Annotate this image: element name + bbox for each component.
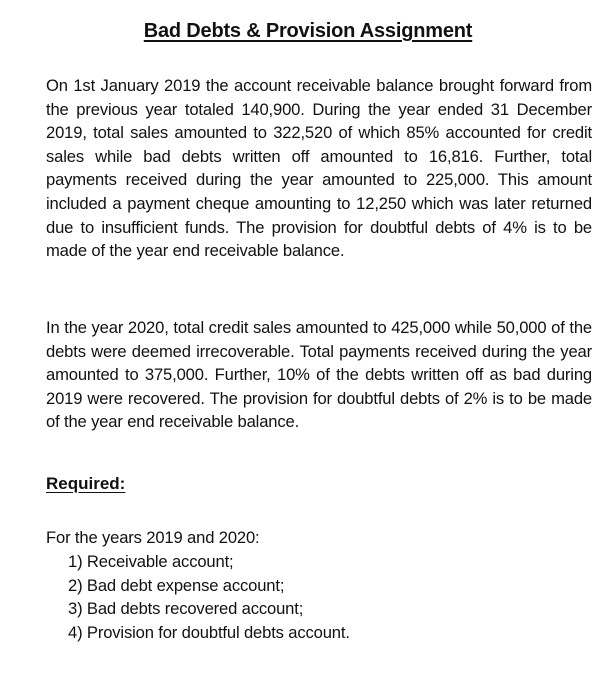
document-title: Bad Debts & Provision Assignment (143, 20, 473, 42)
paragraph-2020: In the year 2020, total credit sales amounted to 425,000 while 50,000 of the debts were deemed irrecoverable. Total payments received during the year amounted to 375,000. Further, 10% of the debts written off as bad during 2019 were recovered. The provision for doubtful debts of 2% is to be made of the year end receivable balance. (46, 318, 592, 432)
list-item: 3) Bad debts recovered account; (68, 599, 304, 619)
list-item: 1) Receivable account; (68, 552, 234, 571)
paragraph-2019: On 1st January 2019 the account receivable balance brought forward from the previous year totaled 140,900. During the year ended 31 December 2019, total sales amounted to 322,520 of which 85% accounted for credit sales while bad debts written off amounted to 16,816. Further, total payments received during the year amounted to 225,000. This amount included a payment cheque amounting to 12,250 which was later returned due to insufficient funds. The provision for doubtful debts of 4% is to be made of the year end receivable balance. (46, 76, 592, 261)
required-heading: Required: (46, 474, 126, 493)
list-item: 2) Bad debt expense account; (68, 575, 285, 595)
required-list (68, 550, 350, 644)
list-item: 4) Provision for doubtful debts account. (68, 622, 350, 642)
required-intro: For the years 2019 and 2020: (46, 528, 260, 547)
